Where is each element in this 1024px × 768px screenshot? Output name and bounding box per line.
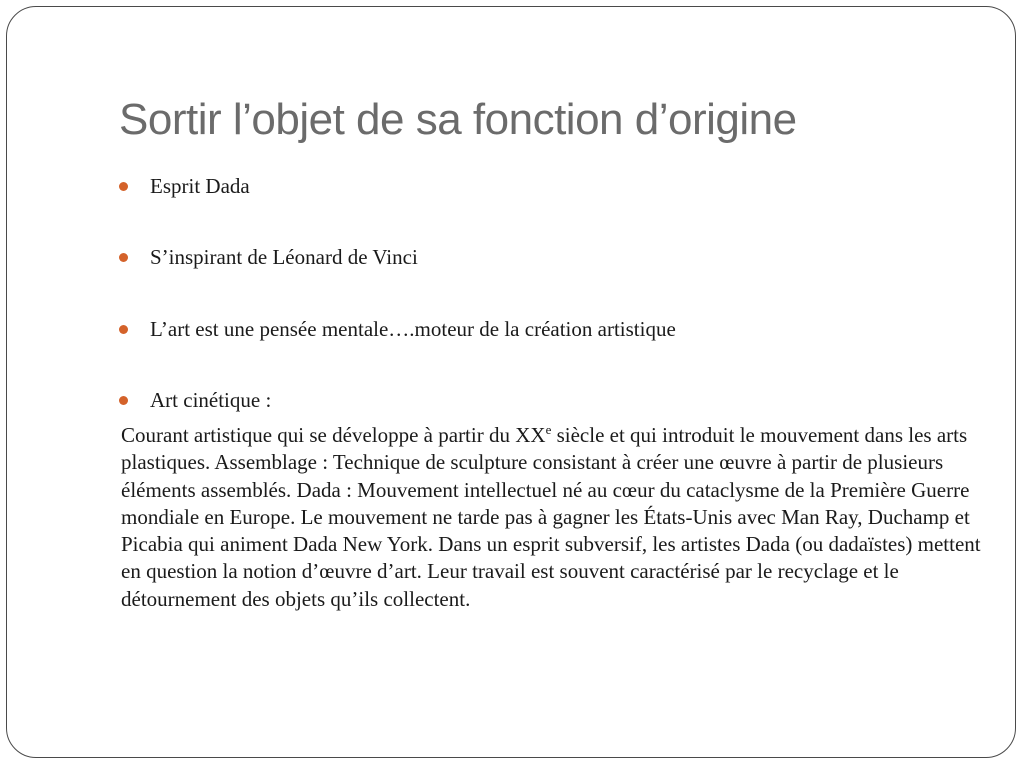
bullet-text: Art cinétique : — [150, 388, 272, 412]
bullet-text: L’art est une pensée mentale….moteur de la création artistique — [150, 317, 676, 341]
slide-frame — [6, 6, 1016, 758]
bullet-dot-icon — [119, 325, 128, 334]
body-paragraph — [121, 422, 991, 613]
paragraph-part1: Courant artistique qui se développe à partir du XX — [121, 423, 546, 447]
bullet-dot-icon — [119, 396, 128, 405]
bullet-dot-icon — [119, 182, 128, 191]
slide-title: Sortir l’objet de sa fonction d’origine — [119, 95, 797, 144]
bullet-text: Esprit Dada — [150, 174, 250, 198]
bullet-dot-icon — [119, 253, 128, 262]
paragraph-superscript: e — [545, 422, 552, 437]
paragraph-part2: siècle et qui introduit le mouvement dans les arts plastiques. Assemblage : Technique de sculpture consistant à créer une œuvre à partir de plusieurs éléments assemblés. Dada : Mouvement intellectuel né au cœur du cataclysme de la Première Guerre mondiale en Europe. Le mouvement ne tarde pas à gagner les États-Unis avec Man Ray, Duchamp et Picabia qui animent Dada New York. Dans un esprit subversif, les artistes Dada (ou dadaïstes) mettent en question la notion d’œuvre d’art. Leur travail est souvent caractérisé par le recyclage et le détournement des objets qu’ils collectent. — [121, 423, 981, 611]
bullet-text: S’inspirant de Léonard de Vinci — [150, 245, 418, 269]
